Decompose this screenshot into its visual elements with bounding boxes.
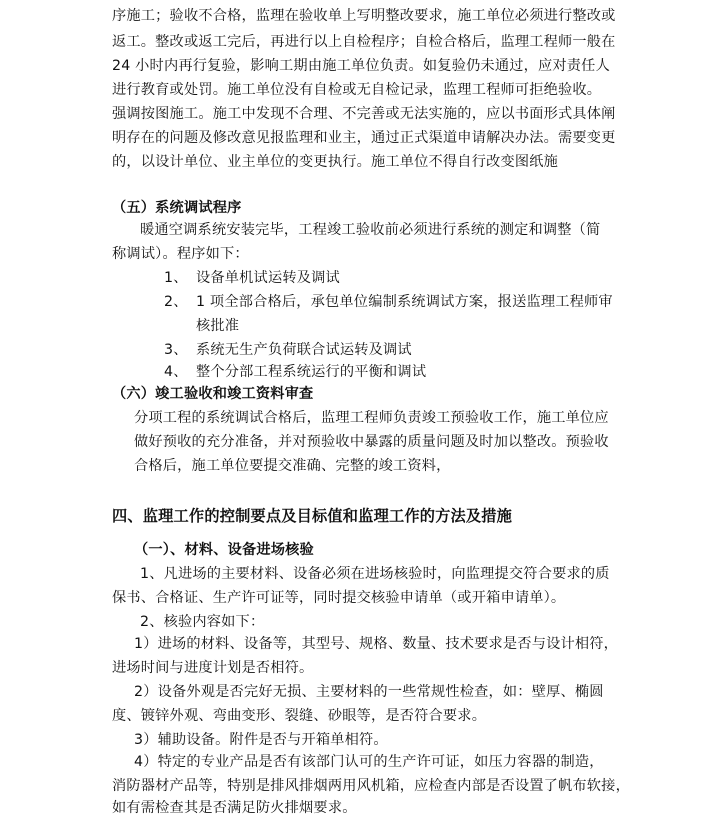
paragraph-line: 1、凡进场的主要材料、设备必须在进场核验时，向监理提交符合要求的质 [140,566,610,582]
list-item: 核批准 [196,318,240,334]
paragraph-line: 合格后，施工单位要提交准确、完整的竣工资料， [134,458,451,474]
paragraph-line: 4）特定的专业产品是否有该部门认可的生产许可证，如压力容器的制造， [134,754,604,770]
paragraph-line: 进场时间与进度计划是否相符。 [112,660,314,676]
paragraph-line: 分项工程的系统调试合格后，监理工程师负责竣工预验收工作，施工单位应 [134,410,609,426]
paragraph-line: 度、镀锌外观、弯曲变形、裂缝、砂眼等，是否符合要求。 [112,708,487,724]
paragraph-line: 3）辅助设备。附件是否与开箱单相符。 [134,732,388,748]
paragraph-line: 序施工；验收不合格，监理在验收单上写明整改要求，施工单位必须进行整改或 [112,8,616,24]
paragraph-line: 做好预收的充分准备，并对预验收中暴露的质量问题及时加以整改。预验收 [134,434,609,450]
paragraph-line: 保书、合格证、生产许可证等，同时提交核验申请单（或开箱申请单）。 [112,590,566,606]
paragraph-line: 称调试）。程序如下： [112,246,249,262]
paragraph-line: 返工。整改或返工完后，再进行以上自检程序；自检合格后，监理工程师一般在 [112,34,616,50]
list-item-number: 4、 [164,364,188,380]
list-item-number: 2、 [164,294,188,310]
paragraph-line: 24 小时内再行复验，影响工期由施工单位负责。如复验仍未通过，应对责任人 [112,58,610,74]
paragraph-line: 明存在的问题及修改意见报监理和业主，通过正式渠道申请解决办法。需要变更 [112,130,616,146]
section-heading: （五）系统调试程序 [112,200,242,216]
paragraph-line: 2）设备外观是否完好无损、主要材料的一些常规性检查，如：壁厚、椭圆 [134,684,604,700]
list-item: 整个分部工程系统运行的平衡和调试 [196,364,427,380]
list-item: 系统无生产负荷联合试运转及调试 [196,342,412,358]
paragraph-line: 如有需检查其是否满足防火排烟要求。 [112,800,357,816]
list-item-number: 3、 [164,342,188,358]
paragraph-line: 暖通空调系统安装完毕，工程竣工验收前必须进行系统的测定和调整（简 [140,222,601,238]
chapter-heading: 四、监理工作的控制要点及目标值和监理工作的方法及措施 [112,507,513,525]
paragraph-line: 2、核验内容如下： [140,614,265,630]
subsection-heading: （一）、材料、设备进场核验 [134,542,314,558]
paragraph-line: 的，以设计单位、业主单位的变更执行。施工单位不得自行改变图纸施 [112,154,559,170]
section-heading: （六）竣工验收和竣工资料审查 [112,386,314,402]
list-item: 设备单机试运转及调试 [196,270,340,286]
paragraph-line: 进行教育或处罚。施工单位没有自检或无自检记录，监理工程师可拒绝验收。 [112,82,602,98]
paragraph-line: 强调按图施工。施工中发现不合理、不完善或无法实施的，应以书面形式具体阐 [112,106,616,122]
list-item: 1 项全部合格后，承包单位编制系统调试方案，报送监理工程师审 [196,294,613,310]
paragraph-line: 消防器材产品等，特别是排风排烟两用风机箱，应检查内部是否设置了帆布软接， [112,778,630,794]
paragraph-line: 1）进场的材料、设备等，其型号、规格、数量、技术要求是否与设计相符， [134,636,619,652]
list-item-number: 1、 [164,270,188,286]
